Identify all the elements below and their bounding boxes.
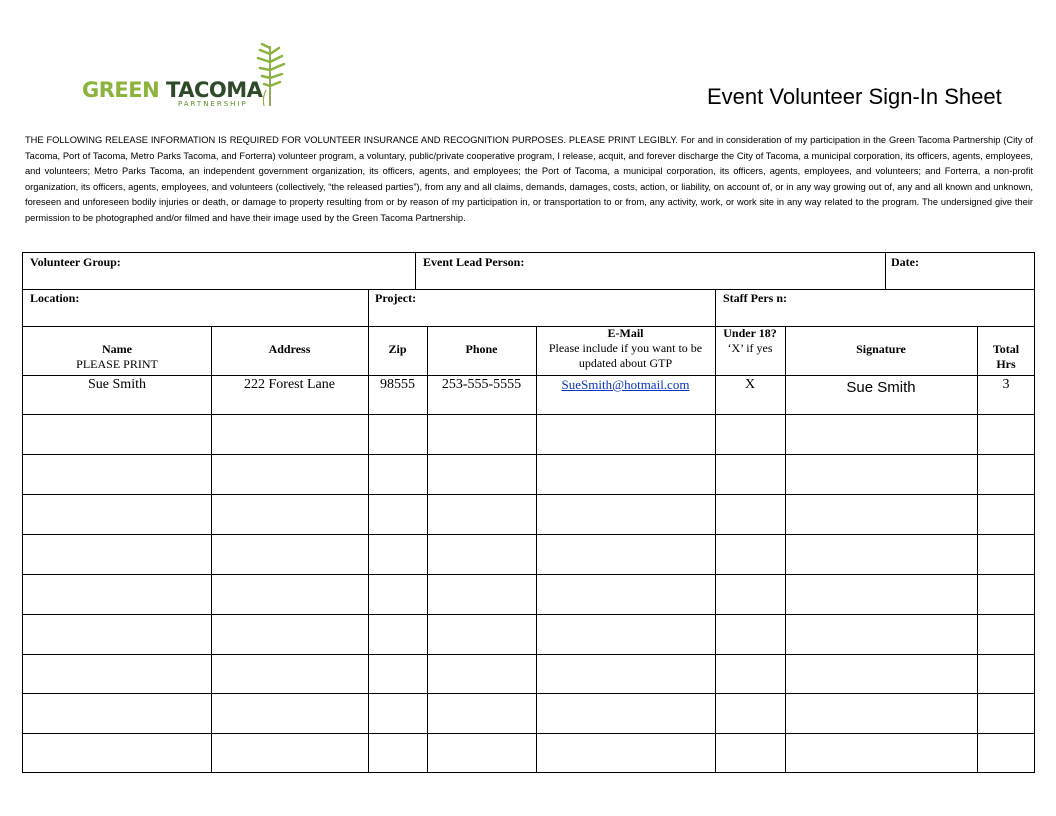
zip-column-header: Zip [388,342,407,356]
page-title: Event Volunteer Sign-In Sheet [707,84,1002,109]
sign-in-table [22,252,1035,773]
name-column-header: Name PLEASE PRINT [76,342,158,371]
event-lead-label: Event Lead Person: [423,255,525,269]
phone-column-header: Phone [465,342,498,356]
example-under-18: X [744,377,756,392]
example-hours: 3 [1002,377,1010,392]
green-tacoma-logo [80,42,290,112]
signature-column-header: Signature [856,342,906,356]
example-name: Sue Smith [88,377,146,392]
release-paragraph: THE FOLLOWING RELEASE INFORMATION IS REQUIRED FOR VOLUNTEER INSURANCE AND RECOGNITION PURPOSES. PLEASE PRINT LEGIBLY. For and in consideration of my participation in the Green Tacoma Partnership (City of Tacoma, Port of Tacoma, Metro Parks Tacoma, and Forterra) volunteer program, a voluntary, public/private cooperative program, I release, acquit, and forever discharge the City of Tacoma, a municipal corporation, its officers, agents, employees, and volunteers; Metro Parks Tacoma, an independent government organization, its officers, agents, and employees; the Port of Tacoma, a municipal corporation, its officers, agents, employees, and volunteers; and Forterra, a non-profit organization, its officers, agents, employees, and volunteers (collectively, “the released parties”), from any and all claims, demands, damages, costs, action, or liability, on account of, or in any way growing out of, any and all known and unknown, foreseen and unforeseen bodily injuries or death, or damage to property resulting from or by reason of my participation in, or transportation to or from, any activity, work, or work site in any way related to the program. The undersigned give their permission to be photographed and/or filmed and have their image used by the Green Tacoma Partnership. [25,135,1033,223]
total-hours-column-header: Total Hrs [992,342,1020,371]
email-column-header: E-Mail Please include if you want to be updated about GTP [548,326,703,370]
example-email-link[interactable]: SueSmith@hotmail.com [561,377,690,392]
volunteer-group-label: Volunteer Group: [30,255,121,269]
address-column-header: Address [268,342,311,356]
project-label: Project: [375,291,417,305]
logo-subtitle: PARTNERSHIP [178,100,248,108]
logo-wordmark: GREEN TACOMA [82,78,263,102]
example-signature: Sue Smith [846,379,916,396]
under-18-column-header: Under 18? ‘X’ if yes [723,326,777,355]
date-label: Date: [891,255,919,269]
staff-person-label: Staff Pers n: [723,291,787,305]
example-address: 222 Forest Lane [244,377,335,392]
example-phone: 253-555-5555 [441,377,522,392]
example-zip: 98555 [380,377,415,392]
location-label: Location: [30,291,80,305]
